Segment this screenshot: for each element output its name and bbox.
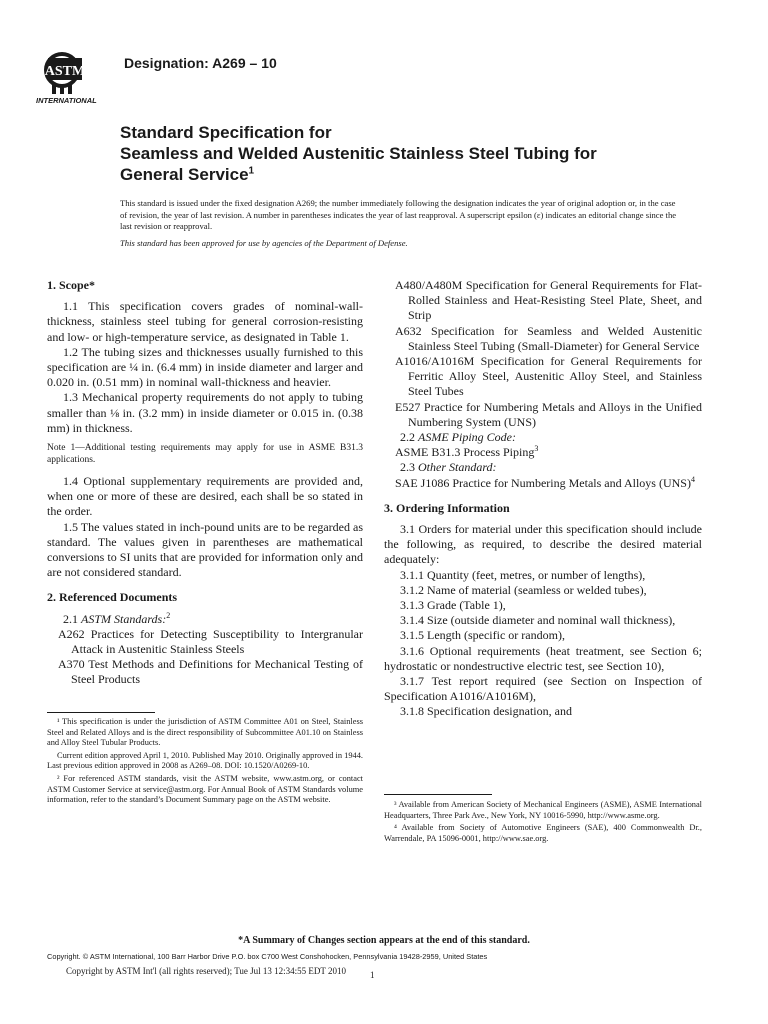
list-item: 3.1.1 Quantity (feet, metres, or number of lengths), (400, 567, 646, 582)
paragraph-3-1-8: 3.1.8 Specification designation, and (400, 704, 572, 719)
standard-note-text: This standard is issued under the fixed designation A269; the number immediately following the designation indicates the year of original adoption or, in the case of revision, the year of last revision. A number in parentheses indicates the year of last reapproval. A superscript epsilon (ε) indicates an editorial change since the last revision or reapproval. (120, 198, 677, 232)
summary-of-changes-note: *A Summary of Changes section appears at the end of this standard. (238, 935, 530, 946)
footnotes-left (47, 717, 363, 808)
page-number: 1 (370, 970, 375, 980)
reference-sae: SAE J1086 Practice for Numbering Metals and Alloys (UNS)$^4$ (395, 474, 695, 490)
footnote-rule-left (47, 712, 155, 713)
reference-a370: A370 Test Methods and Definitions for Mechanical Testing of Steel Products (58, 657, 363, 687)
reference-a1016: A1016/A1016M Specification for General Requirements for Ferritic Alloy Steel, Austenitic Alloy Steel, and Stainless Steel Tubes (395, 354, 702, 399)
paragraph-1-3: 1.3 Mechanical property requirements do not apply to tubing smaller than ⅛ in. (3.2 mm) in inside diameter or 0.015 in. (0.38 mm) in thickness. (47, 390, 363, 435)
reference-e527: E527 Practice for Numbering Metals and Alloys in the Unified Numbering System (UNS) (395, 399, 702, 429)
paragraph-3-1: 3.1 Orders for material under this specification should include the following, as required, to describe the desired material adequately: (384, 522, 702, 567)
footnote-1-edition: Current edition approved April 1, 2010. Published May 2010. Originally approved in 1944. Last previous edition approved in 2008 as A269–08. DOI: 10.1520/A0269-10. (47, 750, 363, 771)
note-1: Note 1—Additional testing requirements may apply for use in ASME B31.3 applications. (47, 443, 363, 466)
title-line-1: Standard Specification for (120, 123, 332, 142)
astm-logo (34, 40, 114, 106)
title-line-3: General Service$^1$ (120, 165, 255, 184)
left-column (47, 278, 363, 688)
list-item: 3.1.2 Name of material (seamless or welded tubes), (400, 582, 647, 597)
ordering-information-heading: 3. Ordering Information (384, 500, 510, 515)
footnote-4: ⁴ Available from Society of Automotive Engineers (SAE), 400 Commonwealth Dr., Warrendale, PA 15096-0001, http://www.sae.org. (384, 823, 702, 843)
list-item: 3.1.3 Grade (Table 1), (400, 598, 506, 613)
footnote-2: ² For referenced ASTM standards, visit the ASTM website, www.astm.org, or contact ASTM Customer Service at service@astm.org. For Annual Book of ASTM Standards volume information, refer to the standard’s Document Summary page on the ASTM website. (47, 773, 363, 805)
copyright-line: Copyright. © ASTM International, 100 Barr Harbor Drive P.O. box C700 West Conshohocken, Pennsylvania 19428-2959, United States (47, 952, 488, 961)
other-standard-label: 2.3 Other Standard: (400, 460, 497, 475)
astm-standards-label: 2.1 ASTM Standards:$^2$ (63, 610, 171, 626)
paragraph-1-2: 1.2 The tubing sizes and thicknesses usually furnished to this specification are ¼ in. (6.4 mm) in inside diameter and larger and 0.020 in. (0.51 mm) in nominal wall-thickness and heavier. (47, 344, 363, 390)
reference-a262: A262 Practices for Detecting Susceptibility to Intergranular Attack in Austenitic Stainless Steels (58, 626, 363, 657)
dod-approval: This standard has been approved for use by agencies of the Department of Defense. (120, 237, 408, 248)
paragraph-1-5: 1.5 The values stated in inch-pound units are to be regarded as standard. The values given in parentheses are mathematical conversions to SI units that are provided for information only and are not considered standard. (47, 519, 363, 580)
paragraph-1-4: 1.4 Optional supplementary requirements are provided and, when one or more of these are desired, each shall be so stated in the order. (47, 474, 363, 519)
referenced-documents-heading: 2. Referenced Documents (47, 590, 178, 605)
footnote-3: ³ Available from American Society of Mechanical Engineers (ASME), ASME International Headquarters, Three Park Ave., New York, NY 10016-5990, http://www.asme.org. (384, 800, 702, 820)
designation: Designation: A269 – 10 (124, 55, 277, 71)
paragraph-1-1: 1.1 This specification covers grades of nominal-wall-thickness, stainless steel tubing for general corrosion-resisting and low- or high-temperature service, as designated in Table 1. (47, 299, 363, 344)
svg-text:INTERNATIONAL: INTERNATIONAL (36, 96, 97, 105)
paragraph-3-1-6: 3.1.6 Optional requirements (heat treatment, see Section 6; hydrostatic or nondestructive electric test, see Section 10), (384, 643, 702, 673)
reference-a632: A632 Specification for Seamless and Welded Austenitic Stainless Steel Tubing (Small-Diameter) for General Service (395, 323, 702, 353)
footnotes-right (384, 800, 702, 846)
right-column (384, 278, 702, 720)
footnote-1: ¹ This specification is under the jurisdiction of ASTM Committee A01 on Steel, Stainless Steel and Related Alloys and is the direct responsibility of Subcommittee A01.10 on Stainless and Alloy Steel Tubular Products. (47, 717, 363, 748)
standard-note (120, 198, 680, 249)
document-title (120, 122, 680, 185)
copyright-download-line: Copyright by ASTM Int'l (all rights reserved); Tue Jul 13 12:34:55 EDT 2010 (66, 966, 346, 976)
paragraph-3-1-7: 3.1.7 Test report required (see Section on Inspection of Specification A1016/A1016M), (384, 674, 702, 704)
list-item: 3.1.5 Length (specific or random), (400, 628, 565, 643)
asme-piping-code-label: 2.2 ASME Piping Code: (400, 430, 516, 445)
reference-a480: A480/A480M Specification for General Requirements for Flat-Rolled Stainless and Heat-Resisting Steel Plate, Sheet, and Strip (395, 278, 702, 323)
title-line-2: Seamless and Welded Austenitic Stainless Steel Tubing for (120, 144, 597, 163)
svg-text:ASTM: ASTM (44, 64, 86, 79)
reference-asme: ASME B31.3 Process Piping$^3$ (395, 444, 539, 460)
footnote-rule-right (384, 794, 492, 795)
scope-heading: 1. Scope* (47, 278, 95, 292)
list-item: 3.1.4 Size (outside diameter and nominal wall thickness), (400, 613, 676, 628)
